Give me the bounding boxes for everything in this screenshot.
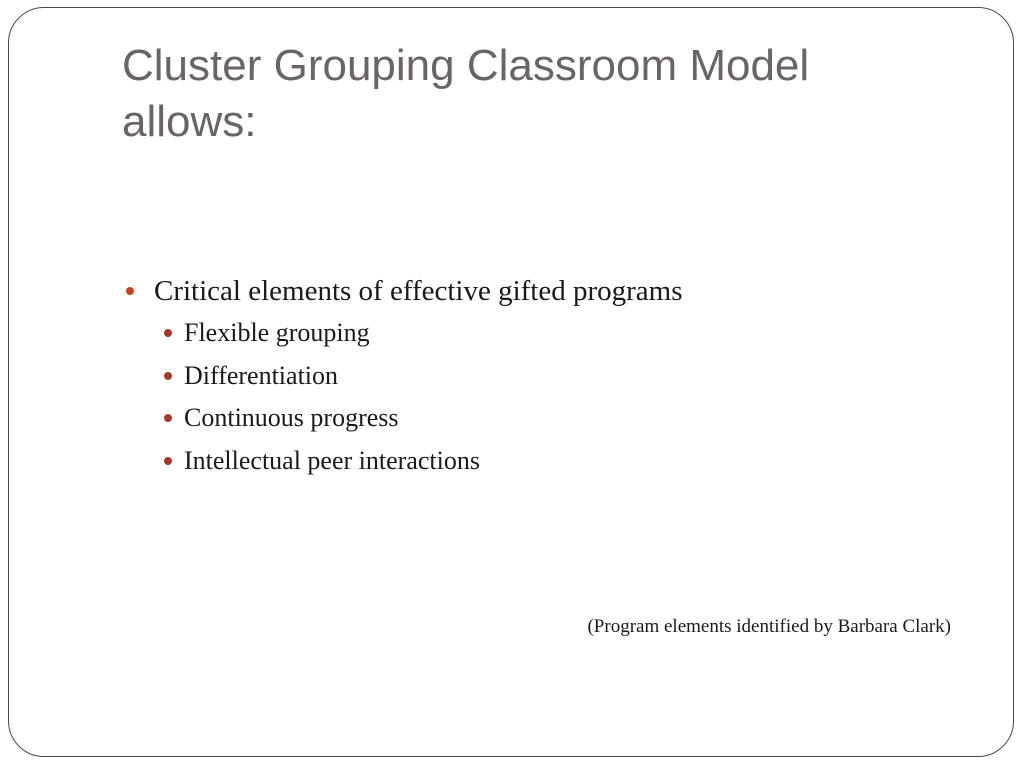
sub-bullet-text: Differentiation — [184, 360, 339, 390]
slide-frame — [8, 7, 1014, 757]
list-item — [154, 355, 683, 398]
sub-bullet-list — [154, 312, 683, 482]
list-item — [154, 440, 683, 483]
bullet-list — [126, 272, 683, 482]
bullet-dot-icon — [164, 372, 172, 380]
bullet-dot-icon — [126, 287, 134, 295]
sub-bullet-text: Intellectual peer interactions — [184, 445, 480, 475]
slide-title: Cluster Grouping Classroom Model allows: — [122, 41, 810, 146]
sub-bullet-text: Flexible grouping — [184, 318, 370, 347]
list-item-main — [126, 272, 683, 482]
list-item — [154, 397, 683, 440]
bullet-dot-icon — [164, 329, 172, 337]
bullet-dot-icon — [164, 414, 172, 422]
list-item — [154, 312, 683, 355]
sub-bullet-text: Continuous progress — [184, 403, 399, 432]
bullet-dot-icon — [164, 457, 172, 465]
citation: (Program elements identified by Barbara Clark) — [587, 616, 951, 637]
main-bullet-text: Critical elements of effective gifted programs — [154, 275, 683, 307]
